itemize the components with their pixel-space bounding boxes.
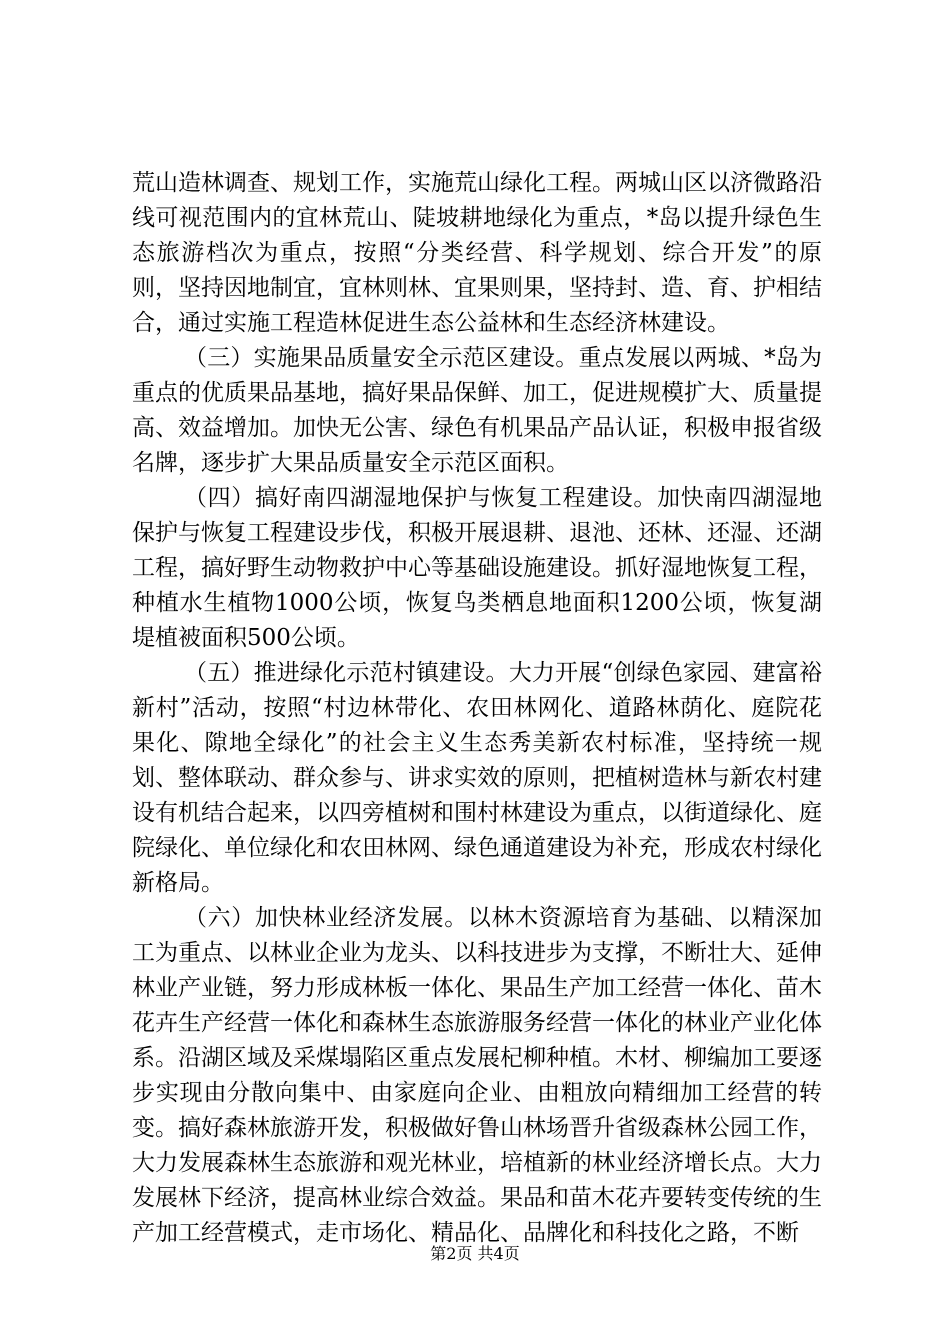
paragraph-3: （四）搞好南四湖湿地保护与恢复工程建设。加快南四湖湿地保护与恢复工程建设步伐，积极开展退耕、退池、还林、还湿、还湖工程，搞好野生动物救护中心等基础设施建设。抓好湿地恢复工程，种植水生植物1000公顷，恢复鸟类栖息地面积1200公顷，恢复湖堤植被面积500公顷。 — [132, 485, 822, 651]
page-footer — [0, 1243, 950, 1265]
page-number-label: 第2页 共4页 — [430, 1244, 520, 1263]
paragraph-1: 荒山造林调查、规划工作，实施荒山绿化工程。两城山区以济微路沿线可视范围内的宜林荒山、陡坡耕地绿化为重点，*岛以提升绿色生态旅游档次为重点，按照“分类经营、科学规划、综合开发”的原则，坚持因地制宜，宜林则林、宜果则果，坚持封、造、育、护相结合，通过实施工程造林促进生态公益林和生态经济林建设。 — [132, 170, 822, 336]
document-body — [132, 166, 822, 1251]
paragraph-5: （六）加快林业经济发展。以林木资源培育为基础、以精深加工为重点、以林业企业为龙头、以科技进步为支撑，不断壮大、延伸林业产业链，努力形成林板一体化、果品生产加工经营一体化、苗木花卉生产经营一体化和森林生态旅游服务经营一体化的林业产业化体系。沿湖区域及采煤塌陷区重点发展杞柳种植。木材、柳编加工要逐步实现由分散向集中、由家庭向企业、由粗放向精细加工经营的转变。搞好森林旅游开发，积极做好鲁山林场晋升省级森林公园工作，大力发展森林生态旅游和观光林业，培植新的林业经济增长点。大力发展林下经济，提高林业综合效益。果品和苗木花卉要转变传统的生产加工经营模式，走市场化、精品化、品牌化和科技化之路，不断 — [132, 905, 822, 1246]
paragraph-4: （五）推进绿化示范村镇建设。大力开展“创绿色家园、建富裕新村”活动，按照“村边林带化、农田林网化、道路林荫化、庭院花果化、隙地全绿化”的社会主义生态秀美新农村标准，坚持统一规划、整体联动、群众参与、讲求实效的原则，把植树造林与新农村建设有机结合起来，以四旁植树和围村林建设为重点，以街道绿化、庭院绿化、单位绿化和农田林网、绿色通道建设为补充，形成农村绿化新格局。 — [132, 660, 822, 896]
paragraph-2: （三）实施果品质量安全示范区建设。重点发展以两城、*岛为重点的优质果品基地，搞好果品保鲜、加工，促进规模扩大、质量提高、效益增加。加快无公害、绿色有机果品产品认证，积极申报省级名牌，逐步扩大果品质量安全示范区面积。 — [132, 345, 822, 476]
